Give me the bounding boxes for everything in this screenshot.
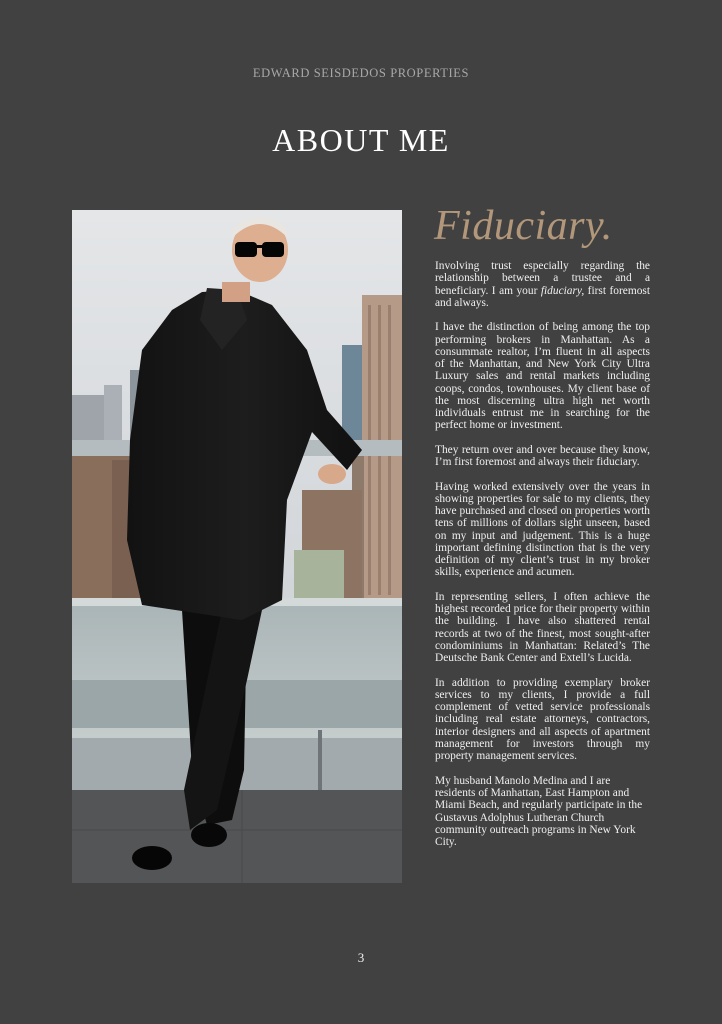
paragraph-sellers: In representing sellers, I often achieve the highest recorded price for their property within the building. I have also shattered rental records at two of the finest, most sought-after condominiums in Manhattan: Related’s The Deutsche Bank Center and Extell’s Lucida. [435, 590, 650, 665]
paragraph-services: In addition to providing exemplary broker services to my clients, I provide a full complement of vetted service professionals including real estate attorneys, contractors, interior designers and all aspects of apartment management for investors through my property management services. [435, 676, 650, 763]
paragraph-distinction: I have the distinction of being among the top performing brokers in Manhattan. As a consummate realtor, I’m fluent in all aspects of the Manhattan, and New York City Ultra Luxury sales and rental markets including coops, condos, townhouses. My client base of the most discerning ultra high net worth individuals entrust me in searching for the perfect home or investment. [435, 321, 650, 432]
brand-name: EDWARD SEISDEDOS PROPERTIES [252, 66, 470, 80]
page-title: ABOUT ME [272, 122, 450, 158]
portrait-photo [72, 210, 402, 883]
paragraph-definition: Involving trust especially regarding the relationship between a trustee and a beneficiary. I am your fiduciary, first foremost and always. [435, 260, 650, 309]
section-heading: Fiduciary. [434, 203, 613, 249]
paragraph-return: They return over and over because they know, I’m first foremost and always their fiduciary. [435, 443, 650, 469]
page-number: 3 [357, 950, 365, 965]
about-text [435, 260, 650, 861]
paragraph-experience: Having worked extensively over the years in showing properties for sale to my clients, they have purchased and closed on properties worth tens of millions of dollars sight unseen, based on my input and judgement. This is a huge important defining distinction that is the very definition of my client’s trust in my broker skills, experience and acumen. [435, 480, 650, 579]
emphasis-fiduciary: fiduciary, [540, 284, 585, 297]
paragraph-personal: My husband Manolo Medina and I are residents of Manhattan, East Hampton and Miami Beach, and regularly participate in the Gustavus Adolphus Lutheran Church community outreach programs in New York City. [435, 774, 643, 849]
